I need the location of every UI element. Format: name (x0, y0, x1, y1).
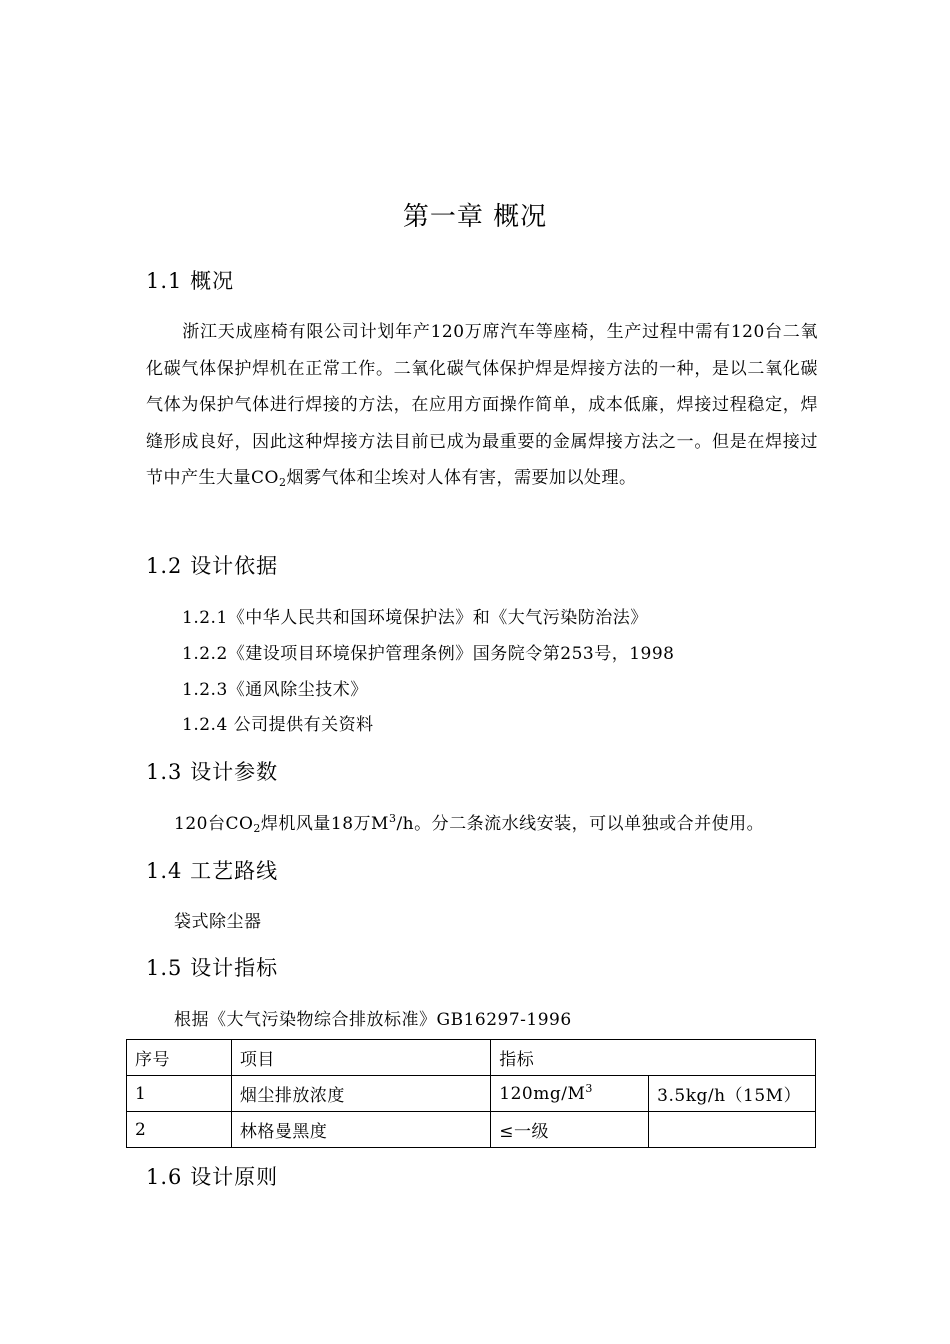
basis-item-4: 1.2.4 公司提供有关资料 (182, 715, 374, 735)
cell-item: 烟尘排放浓度 (231, 1076, 490, 1112)
section-heading-1-4: 1.4 工艺路线 (146, 859, 279, 883)
cell-no: 1 (127, 1076, 232, 1112)
process-route-text: 袋式除尘器 (174, 912, 262, 932)
table-row (127, 1076, 816, 1112)
table-header-row (127, 1040, 816, 1076)
header-index: 指标 (491, 1040, 816, 1076)
header-item: 项目 (231, 1040, 490, 1076)
basis-item-3: 1.2.3《通风除尘技术》 (182, 680, 368, 700)
subscript-2: 2 (253, 822, 261, 835)
cell-value-b: 3.5kg/h（15M） (649, 1076, 816, 1112)
section-heading-1-5: 1.5 设计指标 (146, 956, 279, 980)
section-heading-1-3: 1.3 设计参数 (146, 760, 279, 784)
section-heading-1-6: 1.6 设计原则 (146, 1165, 279, 1189)
basis-item-1: 1.2.1《中华人民共和国环境保护法》和《大气污染防治法》 (182, 608, 648, 628)
cell-value-a (491, 1076, 649, 1112)
cell-value-a: ≤一级 (491, 1112, 649, 1148)
chapter-title: 第一章 概况 (402, 202, 548, 232)
standard-basis-text: 根据《大气污染物综合排放标准》GB16297-1996 (174, 1010, 572, 1030)
param-text-a: 120台CO (174, 814, 254, 834)
section-heading-1-2: 1.2 设计依据 (146, 554, 279, 578)
cell-value-b (649, 1112, 816, 1148)
section-1-1-paragraph (146, 314, 818, 497)
cell-no: 2 (127, 1112, 232, 1148)
param-text-c: /h。分二条流水线安装，可以单独或合并使用。 (396, 814, 765, 834)
superscript-3: 3 (388, 812, 397, 825)
paragraph-text-part-1: 浙江天成座椅有限公司计划年产120万席汽车等座椅，生产过程中需有120台二氧化碳气体保护焊机在正常工作。二氧化碳气体保护焊是焊接方法的一种，是以二氧化碳气体为保护气体进行焊接的方法，在应用方面操作简单，成本低廉，焊接过程稳定，焊缝形成良好，因此这种焊接方法目前已成为最重要的金属焊接方法之一。但是在焊接过节中产生大量CO (146, 322, 818, 488)
header-no: 序号 (127, 1040, 232, 1076)
superscript-3: 3 (585, 1081, 593, 1095)
cell-item: 林格曼黑度 (231, 1112, 490, 1148)
section-heading-1-1: 1.1 概况 (146, 269, 235, 293)
subscript-2: 2 (278, 476, 287, 489)
param-text-b: 焊机风量18万M (260, 814, 389, 834)
design-index-table (126, 1039, 816, 1148)
basis-item-2: 1.2.2《建设项目环境保护管理条例》国务院令第253号，1998 (182, 644, 675, 664)
value-a-text: 120mg/M (499, 1083, 586, 1104)
paragraph-text-part-2: 烟雾气体和尘埃对人体有害，需要加以处理。 (286, 468, 637, 488)
table-row (127, 1112, 816, 1148)
design-parameter-text (174, 809, 764, 834)
